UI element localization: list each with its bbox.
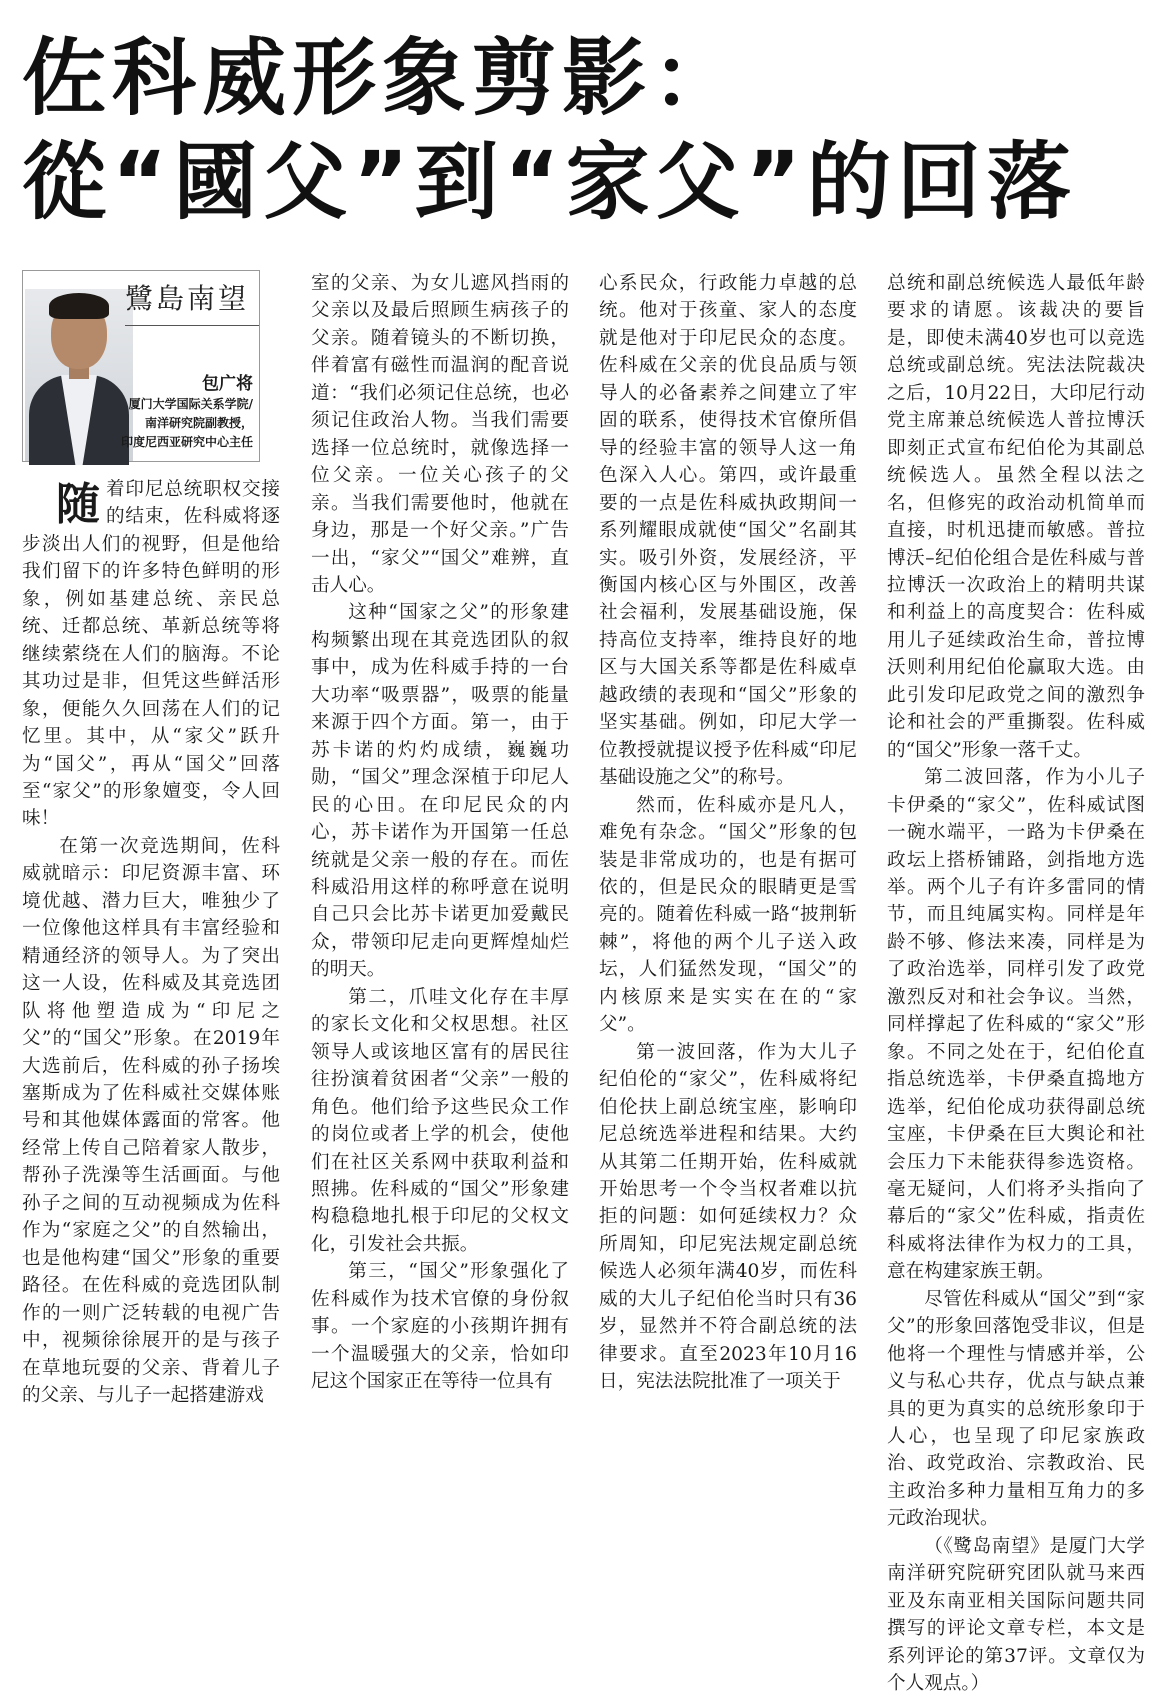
- author-name: 包广将: [202, 374, 253, 394]
- article-paragraph-continued: 室的父亲、为女儿遮风挡雨的父亲以及最后照顾生病孩子的父亲。随着镜头的不断切换，伴着富有磁性而温润的配音说道：“我们必须记住总统，也必须记住政治人物。当我们需要选择一位总统时，就像选择一位父亲。一位关心孩子的父亲。当我们需要他时，他就在身边，那是一个好父亲。”广告一出，“家父”“国父”难辨，直击人心。: [311, 273, 569, 596]
- article-paragraph: 尽管佐科威从“国父”到“家父”的形象回落饱受非议，但是他将一个理性与情感并举，公义与私心共存，优点与缺点兼具的更为真实的总统形象印于人心，也呈现了印尼家族政治、政党政治、宗教政治、民主政治多种力量相互角力的多元政治现状。: [887, 1288, 1145, 1530]
- paragraph-text: 着印尼总统职权交接的结束，佐科威将逐步淡出人们的视野，但是他给我们留下的许多特色鲜明的形象，例如基建总统、亲民总统、迁都总统、革新总统等将继续萦绕在人们的脑海。不论其功过是非，但凭这些鲜活形象，便能久久回荡在人们的记忆里。其中，从“家父”跃升为“国父”，再从“国父”回落至“家父”的形象嬗变，令人回味！: [22, 479, 280, 830]
- author-title-line: 南洋研究院副教授，: [144, 416, 253, 430]
- column-name: 鷺島南望: [125, 282, 250, 315]
- article-paragraph: （《鹭岛南望》是厦门大学南洋研究院研究团队就马来西亚及东南亚相关国际问题共同撰写的评论文章专栏，本文是系列评论的第37评。文章仅为个人观点。）: [887, 1535, 1145, 1695]
- headline-line-2: 從“國父”到“家父”的回落: [22, 133, 1077, 231]
- article-paragraph: 第二波回落，作为小儿子卡伊桑的“家父”，佐科威试图一碗水端平，一路为卡伊桑在政坛上搭桥铺路，剑指地方选举。两个儿子有许多雷同的情节，而且纯属实构。同样是年龄不够、修法来凑，同样是为了政治选举，同样引发了政党激烈反对和社会争议。当然，同样撑起了佐科威的“家父”形象。不同之处在于，纪伯伦直指总统选举，卡伊桑直捣地方选举，纪伯伦成功获得副总统宝座，卡伊桑在巨大舆论和社会压力下未能获得参选资格。毫无疑问，人们将矛头指向了幕后的“家父”佐科威，指责佐科威将法律作为权力的工具，意在构建家族王朝。: [887, 767, 1145, 1283]
- article-paragraph-continued: 心系民众，行政能力卓越的总统。他对于孩童、家人的态度就是他对于印尼民众的态度。佐科威在父亲的优良品质与领导人的必备素养之间建立了牢固的联系，使得技术官僚所倡导的经验丰富的领导人这一角色深入人心。第四，或许最重要的一点是佐科威执政期间一系列耀眼成就使“国父”名副其实。吸引外资，发展经济，平衡国内核心区与外围区，改善社会福利，发展基础设施，保持高位支持率，维持良好的地区与大国关系等都是佐科威卓越政绩的表现和“国父”形象的坚实基础。例如，印尼大学一位教授就提议授予佐科威“印尼基础设施之父”的称号。: [599, 273, 857, 789]
- author-title: [121, 395, 253, 452]
- column-name-rule: [125, 325, 259, 326]
- author-box: [22, 270, 260, 462]
- headline: [22, 26, 1147, 234]
- author-photo: [25, 289, 133, 461]
- article-paragraph: 第一波回落，作为大儿子纪伯伦的“家父”，佐科威将纪伯伦扶上副总统宝座，影响印尼总统选举进程和结果。大约从其第二任期开始，佐科威就开始思考一个令当权者难以抗拒的问题：如何延续权力？众所周知，印尼宪法规定副总统候选人必须年满40岁，而佐科威的大儿子纪伯伦当时只有36岁，显然并不符合副总统的法律要求。直至2023年10月16日，宪法法院批准了一项关于: [599, 1041, 857, 1393]
- article-paragraph: 这种“国家之父”的形象建构频繁出现在其竞选团队的叙事中，成为佐科威手持的一台大功率“吸票器”，吸票的能量来源于四个方面。第一，由于苏卡诺的灼灼成绩，巍巍功勋，“国父”理念深植于印尼人民的心田。在印尼民众的内心，苏卡诺作为开国第一任总统就是父亲一般的存在。而佐科威沿用这样的称呼意在说明自己只会比苏卡诺更加爱戴民众，带领印尼走向更辉煌灿烂的明天。: [311, 602, 569, 981]
- article-paragraph: [22, 476, 280, 833]
- article-paragraph: 然而，佐科威亦是凡人，难免有杂念。“国父”形象的包装是非常成功的，也是有据可依的，但是民众的眼睛更是雪亮的。随着佐科威一路“披荆斩棘”，将他的两个儿子送入政坛，人们猛然发现，“国父”的内核原来是实实在在的“家父”。: [599, 794, 857, 1036]
- article-paragraph: 第三，“国父”形象强化了佐科威作为技术官僚的身份叙事。一个家庭的小孩期许拥有一个温暖强大的父亲，恰如印尼这个国家正在等待一位具有: [311, 1261, 569, 1393]
- drop-cap: 随: [56, 479, 100, 530]
- article-column: [311, 270, 569, 1410]
- article-column: [22, 270, 280, 1410]
- article-paragraph: 第二，爪哇文化存在丰厚的家长文化和父权思想。社区领导人或该地区富有的居民往往扮演着贫困者“父亲”一般的角色。他们给予这些民众工作的岗位或者上学的机会，使他们在社区关系网中获取利益和照拂。佐科威的“国父”形象建构稳稳地扎根于印尼的父权文化，引发社会共振。: [311, 986, 569, 1255]
- headline-line-1: 佐科威形象剪影：: [22, 29, 743, 127]
- article-paragraph: 在第一次竞选期间，佐科威就暗示：印尼资源丰富、环境优越、潜力巨大，唯独少了一位像他这样具有丰富经验和精通经济的领导人。为了突出这一人设，佐科威及其竞选团队将他塑造成为“印尼之父”的“国父”形象。在2019年大选前后，佐科威的孙子扬埃塞斯成为了佐科威社交媒体账号和其他媒体露面的常客。他经常上传自己陪着家人散步，帮孙子洗澡等生活画面。与他孙子之间的互动视频成为佐科作为“家庭之父”的自然输出，也是他构建“国父”形象的重要路径。在佐科威的竞选团队制作的一则广泛转载的电视广告中，视频徐徐展开的是与孩子在草地玩耍的父亲、背着儿子的父亲、与儿子一起搭建游戏: [22, 835, 280, 1406]
- author-title-line: 印度尼西亚研究中心主任: [120, 435, 253, 449]
- author-title-line: 厦门大学国际关系学院/: [128, 397, 253, 411]
- article-columns: [22, 270, 1147, 1695]
- article-paragraph-continued: 总统和副总统候选人最低年龄要求的请愿。该裁决的要旨是，即使未满40岁也可以竞选总统或副总统。宪法法院裁决之后，10月22日，大印尼行动党主席兼总统候选人普拉博沃即刻正式宣布纪伯伦为其副总统候选人。虽然全程以法之名，但修宪的政治动机简单而直接，时机迅捷而敏感。普拉博沃–纪伯伦组合是佐科威与普拉博沃一次政治上的精明共谋和利益上的高度契合：佐科威用儿子延续政治生命，普拉博沃则利用纪伯伦赢取大选。由此引发印尼政党之间的激烈争论和社会的严重撕裂。佐科威的“国父”形象一落千丈。: [887, 273, 1145, 761]
- article-column: [599, 270, 857, 1410]
- article-column: [887, 270, 1145, 1695]
